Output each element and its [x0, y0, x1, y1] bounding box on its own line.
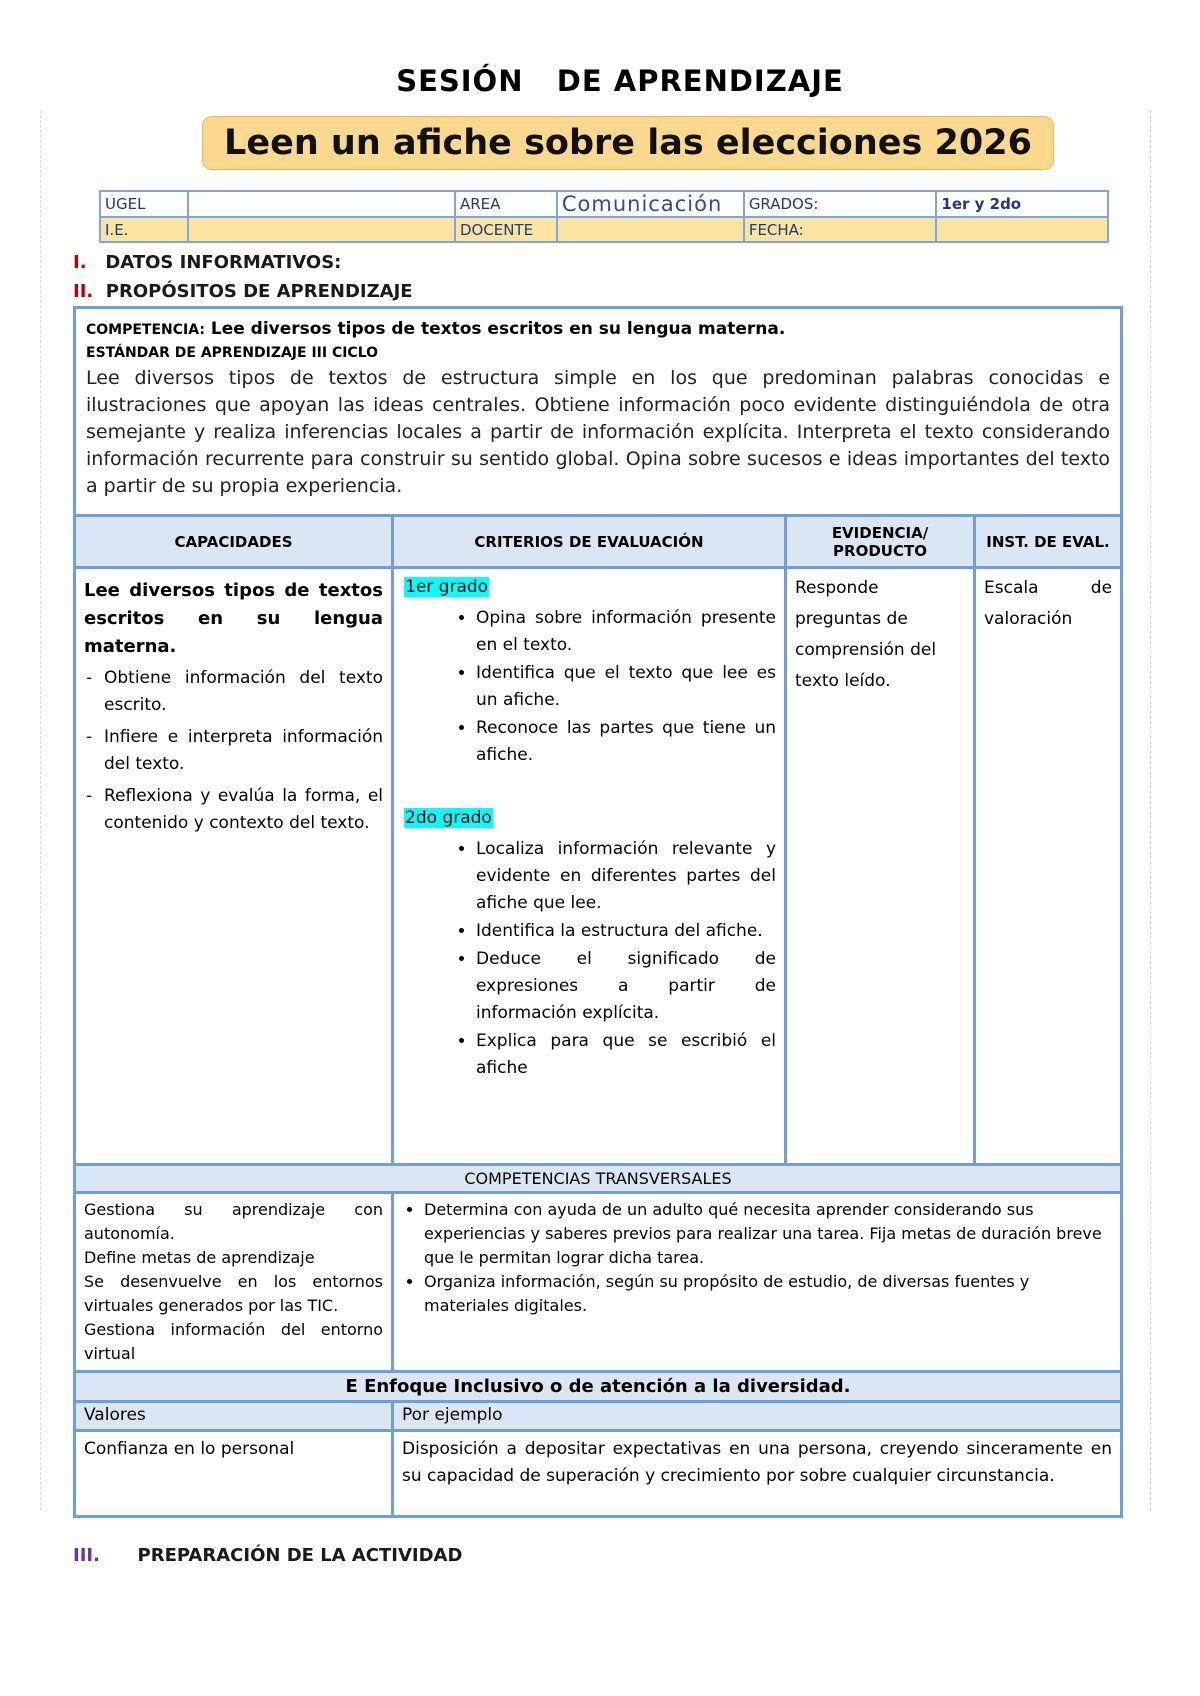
section-number: III. — [73, 1545, 100, 1566]
instrumento-header: INST. DE EVAL. — [975, 516, 1122, 568]
grade-2-criteria-list — [404, 836, 776, 1082]
transversales-header: COMPETENCIAS TRANSVERSALES — [75, 1165, 1122, 1193]
docente-value[interactable] — [557, 217, 744, 242]
estandar-label: ESTÁNDAR DE APRENDIZAJE III CICLO — [86, 345, 379, 361]
ugel-value[interactable] — [188, 191, 455, 217]
instrumento-cell: Escala de valoración — [975, 568, 1122, 1165]
list-item: - Infiere e interpreta información del texto. — [84, 724, 383, 778]
list-item: • Determina con ayuda de un adulto qué necesita aprender considerando sus experiencias y saberes previos para realizar una tarea. Fija metas de duración breve que le permitan lograr dicha tarea. — [424, 1198, 1112, 1270]
capacidades-title: Lee diversos tipos de textos escritos en su lengua materna. — [84, 580, 383, 657]
ie-label: I.E. — [100, 217, 188, 242]
enfoque-header-row — [75, 1372, 1122, 1402]
section-title: PREPARACIÓN DE LA ACTIVIDAD — [137, 1545, 463, 1566]
section-propositos — [73, 281, 413, 302]
list-item: • Organiza información, según su propósito de estudio, de diversas fuentes y materiales digitales. — [424, 1270, 1112, 1318]
grade-2-label: 2do grado — [405, 808, 492, 828]
transversal-item: Gestiona información del entorno virtual — [84, 1320, 383, 1363]
list-item: - Obtiene información del texto escrito. — [84, 665, 383, 719]
list-item: • Identifica que el texto que lee es un afiche. — [476, 660, 776, 714]
valores-header: Valores — [75, 1402, 393, 1431]
list-item: • Explica para que se escribió el afiche — [476, 1028, 776, 1082]
criterios-header: CRITERIOS DE EVALUACIÓN — [393, 516, 786, 568]
info-row — [100, 191, 1108, 217]
ugel-label: UGEL — [100, 191, 188, 217]
transversales-header-row — [75, 1165, 1122, 1193]
competencia-cell — [75, 308, 1122, 516]
criterios-cell — [393, 568, 786, 1165]
competencia-label: COMPETENCIA: — [86, 322, 205, 338]
transversales-left-cell — [75, 1193, 393, 1372]
right-margin-guide — [1150, 110, 1151, 1510]
section-number: II. — [73, 281, 94, 302]
capacidades-cell — [75, 568, 393, 1165]
list-item: • Opina sobre información presente en el texto. — [476, 605, 776, 659]
section-datos-informativos — [73, 252, 341, 273]
list-item: • Deduce el significado de expresiones a partir de información explícita. — [476, 946, 776, 1027]
grados-label: GRADOS: — [744, 191, 937, 217]
list-item: • Reconoce las partes que tiene un afiche. — [476, 715, 776, 769]
fecha-label: FECHA: — [744, 217, 937, 242]
info-table — [99, 190, 1109, 243]
transversales-criteria-list — [402, 1198, 1112, 1318]
area-value: Comunicación — [557, 191, 744, 217]
ie-value[interactable] — [188, 217, 455, 242]
valor-cell: Confianza en lo personal — [75, 1431, 393, 1517]
list-item: • Identifica la estructura del afiche. — [476, 918, 776, 945]
transversales-right-cell — [393, 1193, 1122, 1372]
competencia-line — [86, 319, 1110, 339]
capacidades-row — [75, 568, 1122, 1165]
transversal-item: Define metas de aprendizaje — [84, 1248, 315, 1267]
transversales-row — [75, 1193, 1122, 1372]
list-item: - Reflexiona y evalúa la forma, el contenido y contexto del texto. — [84, 783, 383, 837]
section-title: PROPÓSITOS DE APRENDIZAJE — [105, 281, 413, 302]
grade-1-label: 1er grado — [405, 577, 489, 597]
session-title-banner: Leen un afiche sobre las elecciones 2026 — [202, 116, 1054, 170]
transversal-item: Se desenvuelve en los entornos virtuales generados por las TIC. — [84, 1272, 383, 1315]
docente-label: DOCENTE — [455, 217, 557, 242]
purposes-table — [73, 306, 1123, 1518]
estandar-text: Lee diversos tipos de textos de estructura simple en los que predominan palabras conocidas e ilustraciones que apoyan las ideas centrales. Obtiene información poco evidente distinguiéndola de otra semejante y realiza inferencias locales a partir de información explícita. Interpreta el texto considerando información recurrente para construir su sentido global. Opina sobre sucesos e ideas importantes del texto a partir de su propia experiencia. — [86, 367, 1111, 497]
fecha-value[interactable] — [936, 217, 1108, 242]
left-margin-guide — [40, 110, 41, 1510]
ejemplo-header: Por ejemplo — [393, 1402, 1122, 1431]
enfoque-header: E Enfoque Inclusivo o de atención a la diversidad. — [75, 1372, 1122, 1402]
section-preparacion — [73, 1545, 462, 1566]
page-title: SESIÓN DE APRENDIZAJE — [396, 64, 844, 98]
section-number: I. — [73, 252, 87, 273]
header-row — [75, 516, 1122, 568]
evidencia-header: EVIDENCIA/ PRODUCTO — [786, 516, 975, 568]
info-row — [100, 217, 1108, 242]
area-label: AREA — [455, 191, 557, 217]
competencia-row — [75, 308, 1122, 516]
enfoque-row — [75, 1431, 1122, 1517]
enfoque-columns-row — [75, 1402, 1122, 1431]
section-title: DATOS INFORMATIVOS: — [105, 252, 342, 273]
capacidades-header: CAPACIDADES — [75, 516, 393, 568]
grados-value: 1er y 2do — [936, 191, 1108, 217]
transversal-item: Gestiona su aprendizaje con autonomía. — [84, 1200, 383, 1243]
grade-1-criteria-list — [404, 605, 776, 769]
ejemplo-cell: Disposición a depositar expectativas en una persona, creyendo sinceramente en su capacidad de superación y crecimiento por sobre cualquier circunstancia. — [393, 1431, 1122, 1517]
list-item: • Localiza información relevante y evidente en diferentes partes del afiche que lee. — [476, 836, 776, 917]
capacidades-list — [84, 665, 383, 837]
competencia-text: Lee diversos tipos de textos escritos en su lengua materna. — [210, 319, 786, 339]
evidencia-cell: Responde preguntas de comprensión del texto leído. — [786, 568, 975, 1165]
